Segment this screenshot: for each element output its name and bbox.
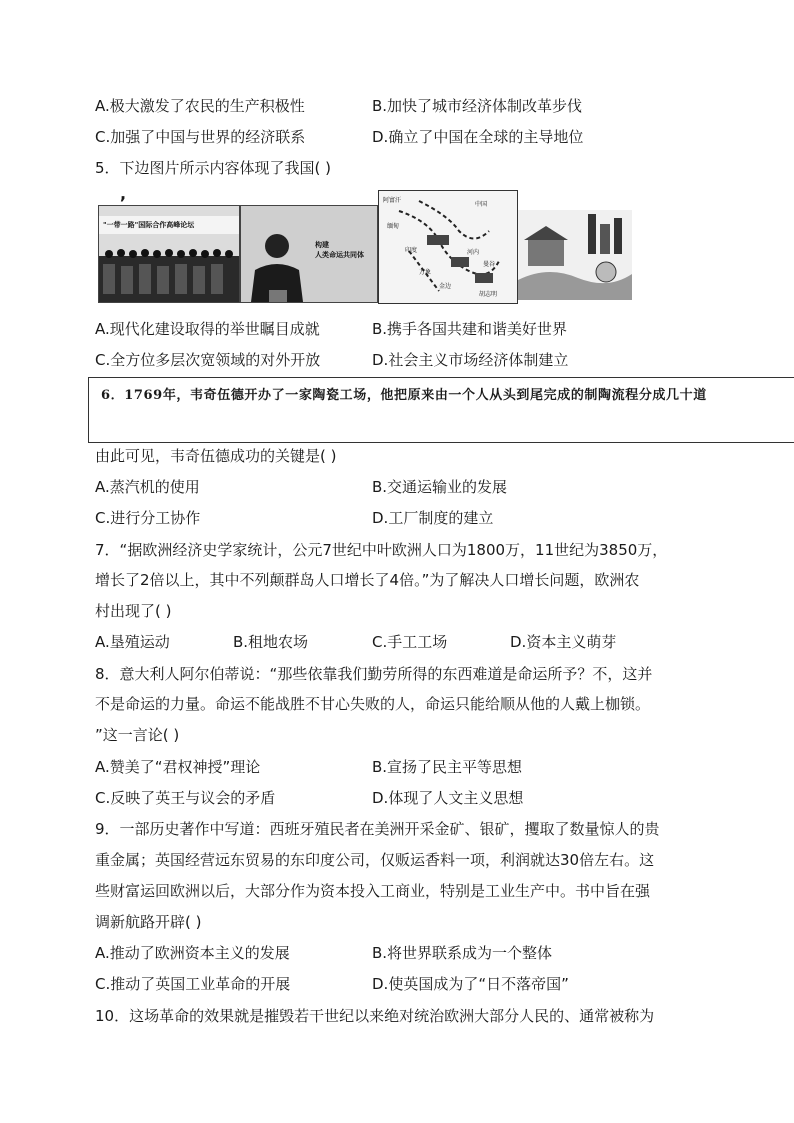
q6-material-text: 6．1769年，韦奇伍德开办了一家陶瓷工场，他把原来由一个人从头到尾完成的制陶流程分成几十道 xyxy=(101,388,707,403)
forum-banner-text: "一带一路"国际合作高峰论坛 xyxy=(103,221,195,229)
q4-option-b: B.加快了城市经济体制改革步伐 xyxy=(372,97,583,115)
q9-line-2: 重金属；英国经营远东贸易的东印度公司，仅贩运香料一项，利润就达30倍左右。这 xyxy=(95,851,655,869)
q4-option-a: A.极大激发了农民的生产积极性 xyxy=(95,97,305,115)
q4-option-d: D.确立了中国在全球的主导地位 xyxy=(372,128,584,146)
map-label-1: 阿富汗 xyxy=(383,197,402,204)
q8-option-d: D.体现了人文主义思想 xyxy=(372,789,524,807)
q5-option-d: D.社会主义市场经济体制建立 xyxy=(372,351,569,369)
q8-option-b: B.宣扬了民主平等思想 xyxy=(372,758,523,776)
q9-option-d: D.使英国成为了“日不落帝国” xyxy=(372,975,569,993)
q7-line-3: 村出现了( ) xyxy=(95,602,172,620)
map-label-9: 胡志明 xyxy=(479,291,498,298)
q8-option-a: A.赞美了“君权神授”理论 xyxy=(95,758,261,776)
q4-option-c: C.加强了中国与世界的经济联系 xyxy=(95,128,306,146)
q8-line-2: 不是命运的力量。命运不能战胜不甘心失败的人，命运只能给顺从他的人戴上枷锁。 xyxy=(95,695,651,713)
q7-option-d: D.资本主义萌芽 xyxy=(510,633,617,651)
q5-option-c: C.全方位多层次宽领域的对外开放 xyxy=(95,351,321,369)
q7-option-b: B.租地农场 xyxy=(233,633,309,651)
q9-option-c: C.推动了英国工业革命的开展 xyxy=(95,975,291,993)
speaker-photo xyxy=(240,205,378,303)
q7-line-2: 增长了2倍以上，其中不列颠群岛人口增长了4倍。”为了解决人口增长问题，欧洲农 xyxy=(95,571,640,589)
q7-option-a: A.垦殖运动 xyxy=(95,633,170,651)
route-map xyxy=(378,190,518,304)
q6-option-c: C.进行分工协作 xyxy=(95,509,201,527)
q7-option-c: C.手工工场 xyxy=(372,633,448,651)
q5-option-b: B.携手各国共建和谐美好世界 xyxy=(372,320,568,338)
q10-line-1: 10．这场革命的效果就是摧毁若干世纪以来绝对统治欧洲大部分人民的、通常被称为 xyxy=(95,1007,655,1025)
q9-option-b: B.将世界联系成为一个整体 xyxy=(372,944,553,962)
q9-line-4: 调新航路开辟( ) xyxy=(95,913,202,931)
map-label-5: 万象 xyxy=(419,269,432,276)
q8-line-1: 8．意大利人阿尔伯蒂说：“那些依靠我们勤劳所得的东西难道是命运所予？不，这并 xyxy=(95,665,653,683)
q6-material-box xyxy=(88,377,794,443)
q8-option-c: C.反映了英王与议会的矛盾 xyxy=(95,789,276,807)
q9-option-a: A.推动了欧洲资本主义的发展 xyxy=(95,944,290,962)
map-label-8: 金边 xyxy=(439,283,452,290)
map-label-2: 中国 xyxy=(475,201,488,208)
q6-option-a: A.蒸汽机的使用 xyxy=(95,478,200,496)
cartoon-image xyxy=(518,210,632,300)
q6-stem: 由此可见，韦奇伍德成功的关键是( ) xyxy=(95,447,337,465)
map-label-4: 印度 xyxy=(405,247,418,254)
map-label-3: 缅甸 xyxy=(387,223,400,230)
speaker-caption xyxy=(315,240,373,260)
q8-line-3: ”这一言论( ) xyxy=(95,726,180,744)
q5-stem: 5．下边图片所示内容体现了我国( ) xyxy=(95,159,332,177)
q9-line-3: 些财富运回欧洲以后，大部分作为资本投入工商业，特别是工业生产中。书中旨在强 xyxy=(95,882,651,900)
q7-line-1: 7．“据欧洲经济史学家统计，公元7世纪中叶欧洲人口为1800万，11世纪为3850万， xyxy=(95,541,668,559)
q5-option-a: A.现代化建设取得的举世瞩目成就 xyxy=(95,320,320,338)
q9-line-1: 9．一部历史著作中写道：西班牙殖民者在美洲开采金矿、银矿，攫取了数量惊人的贵 xyxy=(95,820,660,838)
map-label-6: 河内 xyxy=(467,249,480,256)
pen-mark: , xyxy=(120,184,127,203)
map-label-7: 曼谷 xyxy=(483,261,496,268)
q6-option-d: D.工厂制度的建立 xyxy=(372,509,494,527)
speaker-caption-line2: 人类命运共同体 xyxy=(315,251,364,259)
q6-option-b: B.交通运输业的发展 xyxy=(372,478,508,496)
speaker-caption-line1: 构建 xyxy=(315,241,329,249)
forum-photo xyxy=(98,205,240,303)
